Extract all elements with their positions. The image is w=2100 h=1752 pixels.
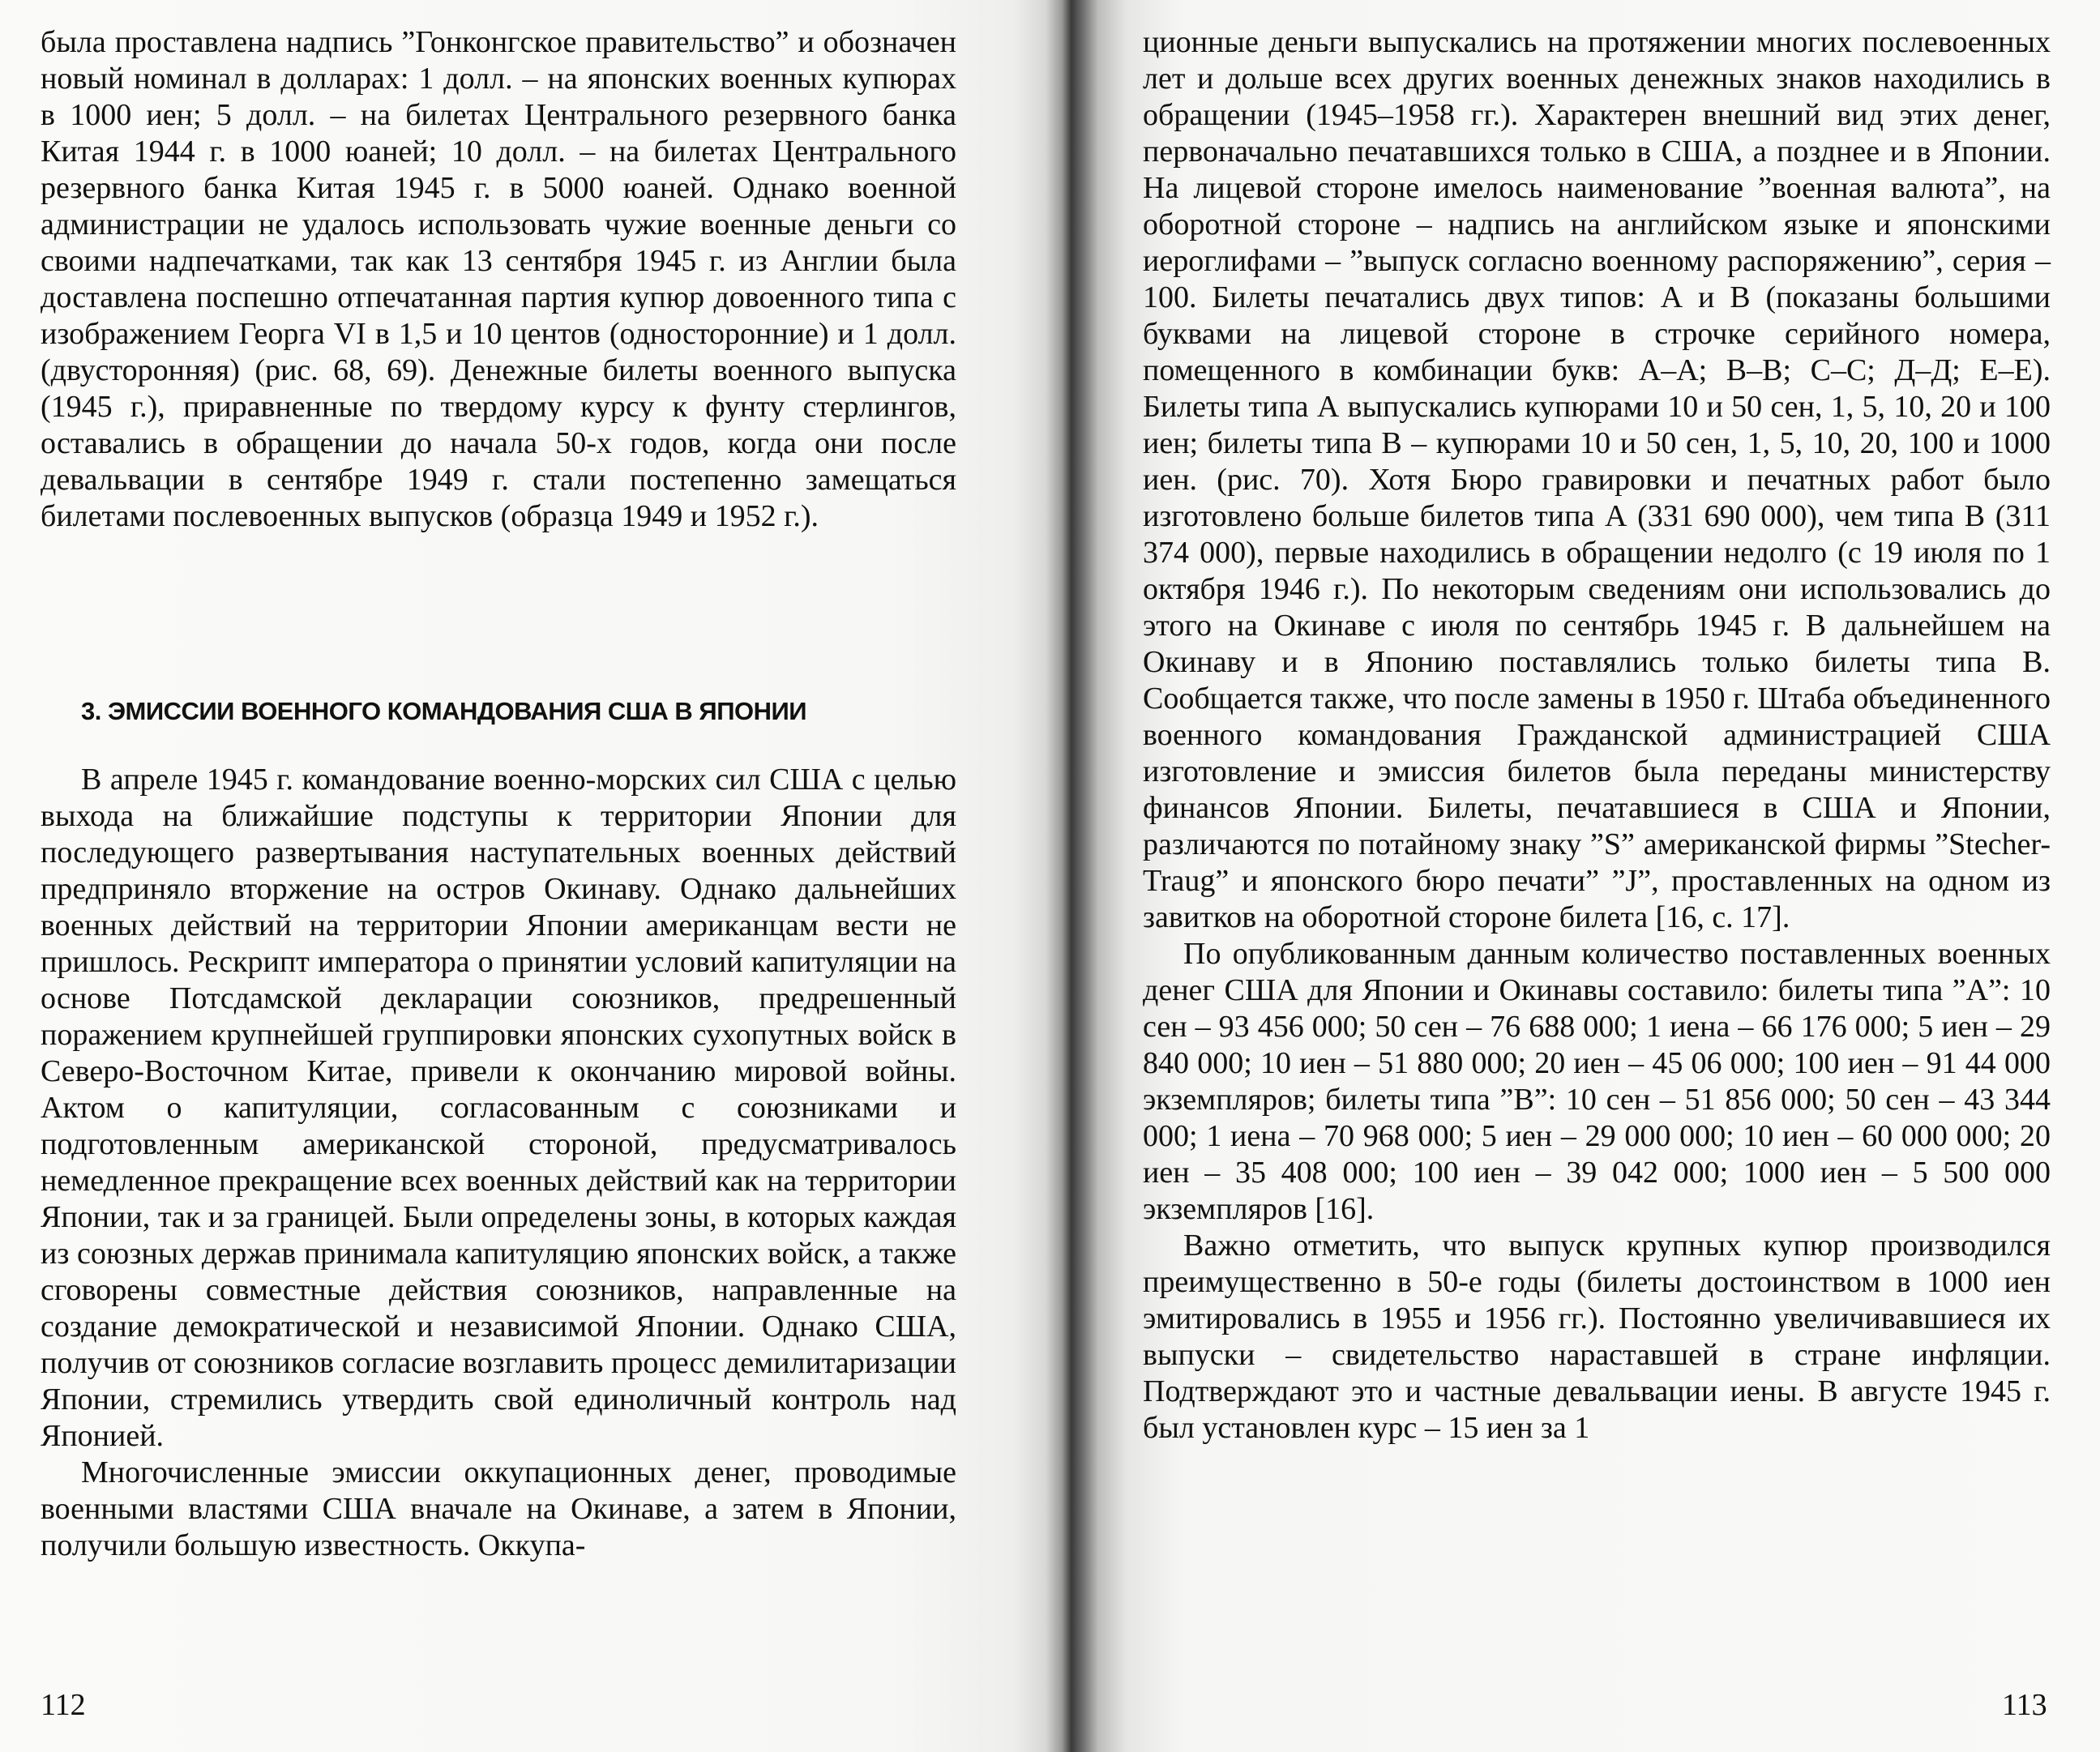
left-page-text-bottom [41, 762, 956, 1564]
page-number-right: 113 [2002, 1688, 2047, 1722]
right-paragraph-1: По опубликованным данным количество поставленных военных денег США для Японии и Окинавы составило: билеты типа ”А”: 10 сен – 93 456 000; 50 сен – 76 688 000; 1 иена – 66 176 000; 5 иен – 29 840 000; 10 иен – 51 880 000; 20 иен – 45 06 000; 100 иен – 91 44 000 экземпляров; билеты типа ”В”: 10 сен – 51 856 000; 50 сен – 43 344 000; 1 иена – 70 968 000; 5 иен – 29 000 000; 10 иен – 60 000 000; 20 иен – 35 408 000; 100 иен – 39 042 000; 1000 иен – 5 500 000 экземпляров [16]. [1143, 937, 2051, 1226]
right-page [1086, 0, 2100, 1752]
right-paragraph-2: Важно отметить, что выпуск крупных купюр производился преимущественно в 50-е годы (билеты достоинством в 1000 иен эмитировались в 1955 и 1956 гг.). Постоянно увеличивавшиеся их выпуски – свидетельство нараставшей в стране инфляции. Подтверждают это и частные девальвации иены. В августе 1945 г. был установлен курс – 15 иен за 1 [1143, 1229, 2051, 1445]
right-page-text [1143, 24, 2051, 1446]
left-paragraph-1: В апреле 1945 г. командование военно-морских сил США с целью выхода на ближайшие подступы к территории Японии для последующего развертывания наступательных военных действий предприняло вторжение на остров Окинаву. Однако дальнейших военных действий на территории Японии американцам вести не пришлось. Рескрипт императора о принятии условий капитуляции на основе Потсдамской декларации союзников, предрешенный поражением крупнейшей группировки японских сухопутных войск в Северо-Восточном Китае, привели к окончанию мировой войны. Актом о капитуляции, согласованным с союзниками и подготовленным американской стороной, предусматривалось немедленное прекращение всех военных действий как на территории Японии, так и за границей. Были определены зоны, в которых каждая из союзных держав принимала капитуляцию японских войск, а также сговорены совместные действия союзников, направленные на создание демократической и независимой Японии. Однако США, получив от союзников согласие возглавить процесс демилитаризации Японии, стремились утвердить свой единоличный контроль над Японией. [41, 763, 956, 1453]
left-paragraph-2: Многочисленные эмиссии оккупационных денег, проводимые военными властями США вначале на Окинаве, а затем в Японии, получили большую известность. Оккупа- [41, 1455, 956, 1562]
section-heading: 3. ЭМИССИИ ВОЕННОГО КОМАНДОВАНИЯ США В ЯПОНИИ [81, 697, 807, 725]
right-continued-paragraph: ционные деньги выпускались на протяжении многих послевоенных лет и дольше всех других военных денежных знаков находились в обращении (1945–1958 гг.). Характерен внешний вид этих денег, первоначально печатавшихся только в США, а позднее и в Японии. На лицевой стороне имелось наименование ”военная валюта”, на оборотной стороне – надпись на английском языке и японскими иероглифами – ”выпуск согласно военному распоряжению”, серия – 100. Билеты печатались двух типов: А и В (показаны большими буквами на лицевой стороне в строчке серийного номера, помещенного в комбинации букв: А–А; В–В; С–С; Д–Д; Е–Е). Билеты типа А выпускались купюрами 10 и 50 сен, 1, 5, 10, 20 и 100 иен; билеты типа В – купюрами 10 и 50 сен, 1, 5, 10, 20, 100 и 1000 иен. (рис. 70). Хотя Бюро гравировки и печатных работ было изготовлено больше билетов типа А (331 690 000), чем типа В (311 374 000), первые находились в обращении недолго (с 19 июля по 1 октября 1946 г.). По некоторым сведениям они использовались до этого на Окинаве с июля по сентябрь 1945 г. В дальнейшем на Окинаву и в Японию поставлялись только билеты типа В. Сообщается также, что после замены в 1950 г. Штаба объединенного военного командования Гражданской администрацией США изготовление и эмиссия билетов была переданы министерству финансов Японии. Билеты, печатавшиеся в США и Японии, различаются по потайному знаку ”S” американской фирмы ”Stecher-Traug” и японского бюро печати” ”J”, проставленных на одном из завитков на оборотной стороне билета [16, с. 17]. [1143, 25, 2051, 934]
left-continued-paragraph: была проставлена надпись ”Гонконгское правительство” и обозначен новый номинал в долларах: 1 долл. – на японских военных купюрах в 1000 иен; 5 долл. – на билетах Центрального резервного банка Китая 1944 г. в 1000 юаней; 10 долл. – на билетах Центрального резервного банка Китая 1945 г. в 5000 юаней. Однако военной администрации не удалось использовать чужие военные деньги со своими надпечатками, так как 13 сентября 1945 г. из Англии была доставлена поспешно отпечатанная партия купюр довоенного типа с изображением Георга VI в 1,5 и 10 центов (односторонние) и 1 долл. (двусторонняя) (рис. 68, 69). Денежные билеты военного выпуска (1945 г.), приравненные по твердому курсу к фунту стерлингов, оставались в обращении до начала 50-х годов, когда они после девальвации в сентябре 1949 г. стали постепенно замещаться билетами послевоенных выпусков (образца 1949 и 1952 г.). [41, 25, 956, 533]
left-page-text-top [41, 24, 956, 535]
page-number-left: 112 [41, 1688, 86, 1722]
